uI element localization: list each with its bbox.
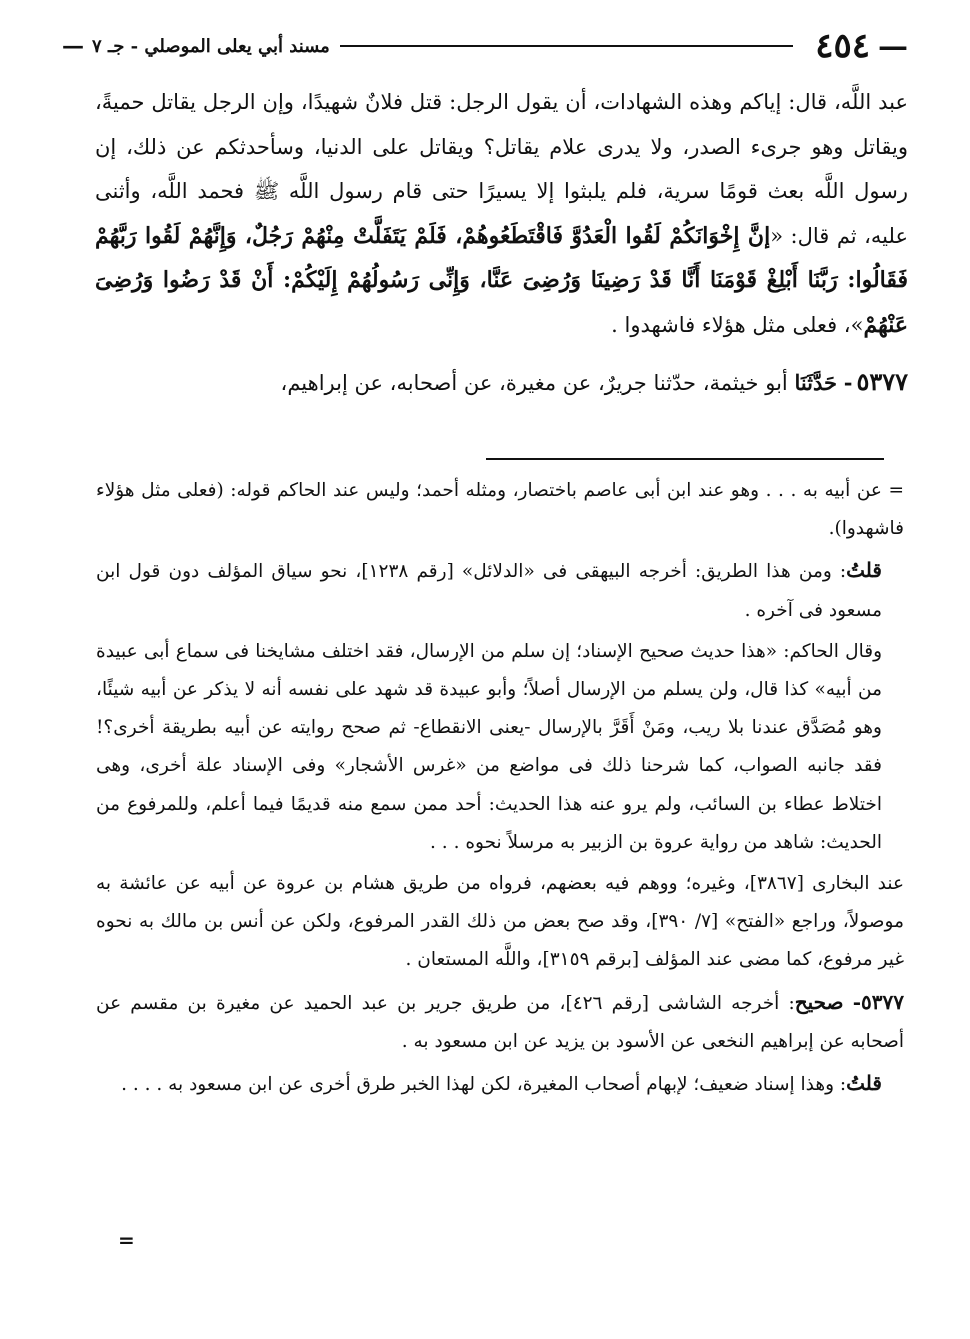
running-title: مسند أبي يعلى الموصلي - جـ ٧: [92, 35, 330, 57]
footnote-paragraph: [96, 1064, 904, 1104]
header-dash: —: [878, 28, 908, 64]
hadith-number: ٥٣٧٧: [856, 366, 908, 396]
footnote-paragraph: = عن أبيه به . . . وهو عند ابن أبى عاصم باختصار، ومثله أحمد؛ وليس عند الحاكم قوله: (فعلى مثل هؤلاء فاشهدوا).: [96, 480, 904, 540]
hadith-entry: [95, 360, 908, 406]
page-number: ٤٥٤: [815, 26, 870, 66]
main-paragraph: [95, 80, 908, 348]
running-header: [62, 26, 908, 66]
header-end-dash: —: [62, 33, 84, 59]
footnote-paragraph: وقال الحاكم: «هذا حديث صحيح الإسناد؛ إن سلم من الإرسال، فقد اختلف مشايخنا فى سماع أبى عبيدة من أبيه» كذا قال، ولن يسلم من الإرسال أصلاً؛ وأبو عبيدة قد شهد على نفسه أنه لا يذكر عن أبيه شيئًا، وهو مُصَدَّق عندنا بلا ريب، ومَنْ أَقَرَّ بالإرسال -يعنى الانقطاع- ثم صحح روايته عن أبيه بطريقة أخرى؟! فقد جانبه الصواب، كما شرحنا ذلك فى مواضع من «غرس الأشجار» وفى الإسناد علة أخرى، وهى اختلاط عطاء بن السائب، ولم يرو عنه هذا الحديث: أحد ممن سمع منه قديمًا فيما أعلم، وللمرفوع من الحديث: شاهد من رواية عروة بن الزبير به مرسلاً نحوه . . .: [96, 640, 882, 853]
continuation-mark: =: [118, 1228, 135, 1252]
main-text-ending: »، فعلى مثل هؤلاء فاشهدوا .: [611, 312, 864, 337]
header-rule: [340, 45, 793, 47]
hadith-dash: -: [843, 369, 853, 395]
main-text: [95, 80, 908, 405]
footnote-separator: [486, 458, 884, 460]
footnote-paragraph: عند البخارى [٣٨٦٧]، وغيره؛ ووهم فيه بعضهم، فرواه من طريق هشام بن عروة عن أبيه عن عائشة به موصولاً، وراجع «الفتح» [٧/ ٣٩٠]، وقد صح بعض من ذلك القدر المرفوع، ولكن عن أنس بن مالك به نحوه غير مرفوع، كما مضى عند المؤلف [برقم ٣١٥٩]، واللَّه المستعان .: [96, 873, 904, 971]
footnote-keyword: قلتُ: [846, 1071, 882, 1096]
main-text-segment: عبد اللَّه، قال: إياكم وهذه الشهادات، أن يقول الرجل: قتل فلانٌ شهيدًا، وإن الرجل يقاتل حميةً، ويقاتل وهو جرىء الصدر، ولا يدرى علام يقاتل؟ ويقاتل على الدنيا، وسأحدثكم عن ذلك، إن رسول اللَّه بعث قومًا سرية، فلم يلبثوا إلا يسيرًا حتى قام رسول اللَّه ﷺ فحمد اللَّه، وأثنى عليه، ثم قال: «: [95, 90, 908, 248]
footnote-keyword: قلتُ: [846, 558, 882, 583]
footnote-paragraph: [96, 983, 904, 1061]
prophetic-quote: إنَّ إِخْوَانَكُمْ لَقُوا الْعَدُوَّ فَاقْتَطَعُوهُمْ، فَلَمْ يَتَفَلَّتْ مِنْهُمْ رَجُلٌ، وَإِنَّهُمْ لَقُوا رَبَّهُمْ فَقَالُوا: رَبَّنَا أَبْلِغْ قَوْمَنَا أَنَّا قَدْ رَضِينَا وَرُضِىَ عَنَّا، وَإِنِّى رَسُولُهُمْ إِلَيْكُمْ: أَنْ قَدْ رَضُوا وَرُضِىَ عَنْهُمْ: [95, 222, 908, 338]
hadith-chain: أبو خيثمة، حدّثنا جريرٌ، عن مغيرة، عن أصحابه، عن إبراهيم،: [280, 370, 788, 395]
footnote-text: : ومن هذا الطريق: أخرجه البيهقى فى «الدلائل» [رقم ١٢٣٨]، نحو سياق المؤلف دون قول ابن مسعود فى آخره .: [96, 561, 882, 621]
footnote-hadith-number: ٥٣٧٧-: [852, 989, 904, 1014]
footnotes: [96, 472, 904, 1104]
hadith-lead-word: حَدَّثَنَا: [794, 369, 838, 395]
footnote-paragraph: [96, 551, 904, 629]
footnote-grade: صحيح: [794, 989, 844, 1014]
footnote-text: : وهذا إسناد ضعيف؛ لإبهام أصحاب المغيرة، لكن لهذا الخبر طرق أخرى عن ابن مسعود به . . . .: [121, 1074, 847, 1096]
footnote-text: : أخرجه الشاشى [رقم ٤٢٦]، من طريق جرير بن عبد الحميد عن مغيرة بن مقسم عن أصحابه عن إبراهيم النخعى عن الأسود بن يزيد عن ابن مسعود به .: [96, 992, 904, 1052]
